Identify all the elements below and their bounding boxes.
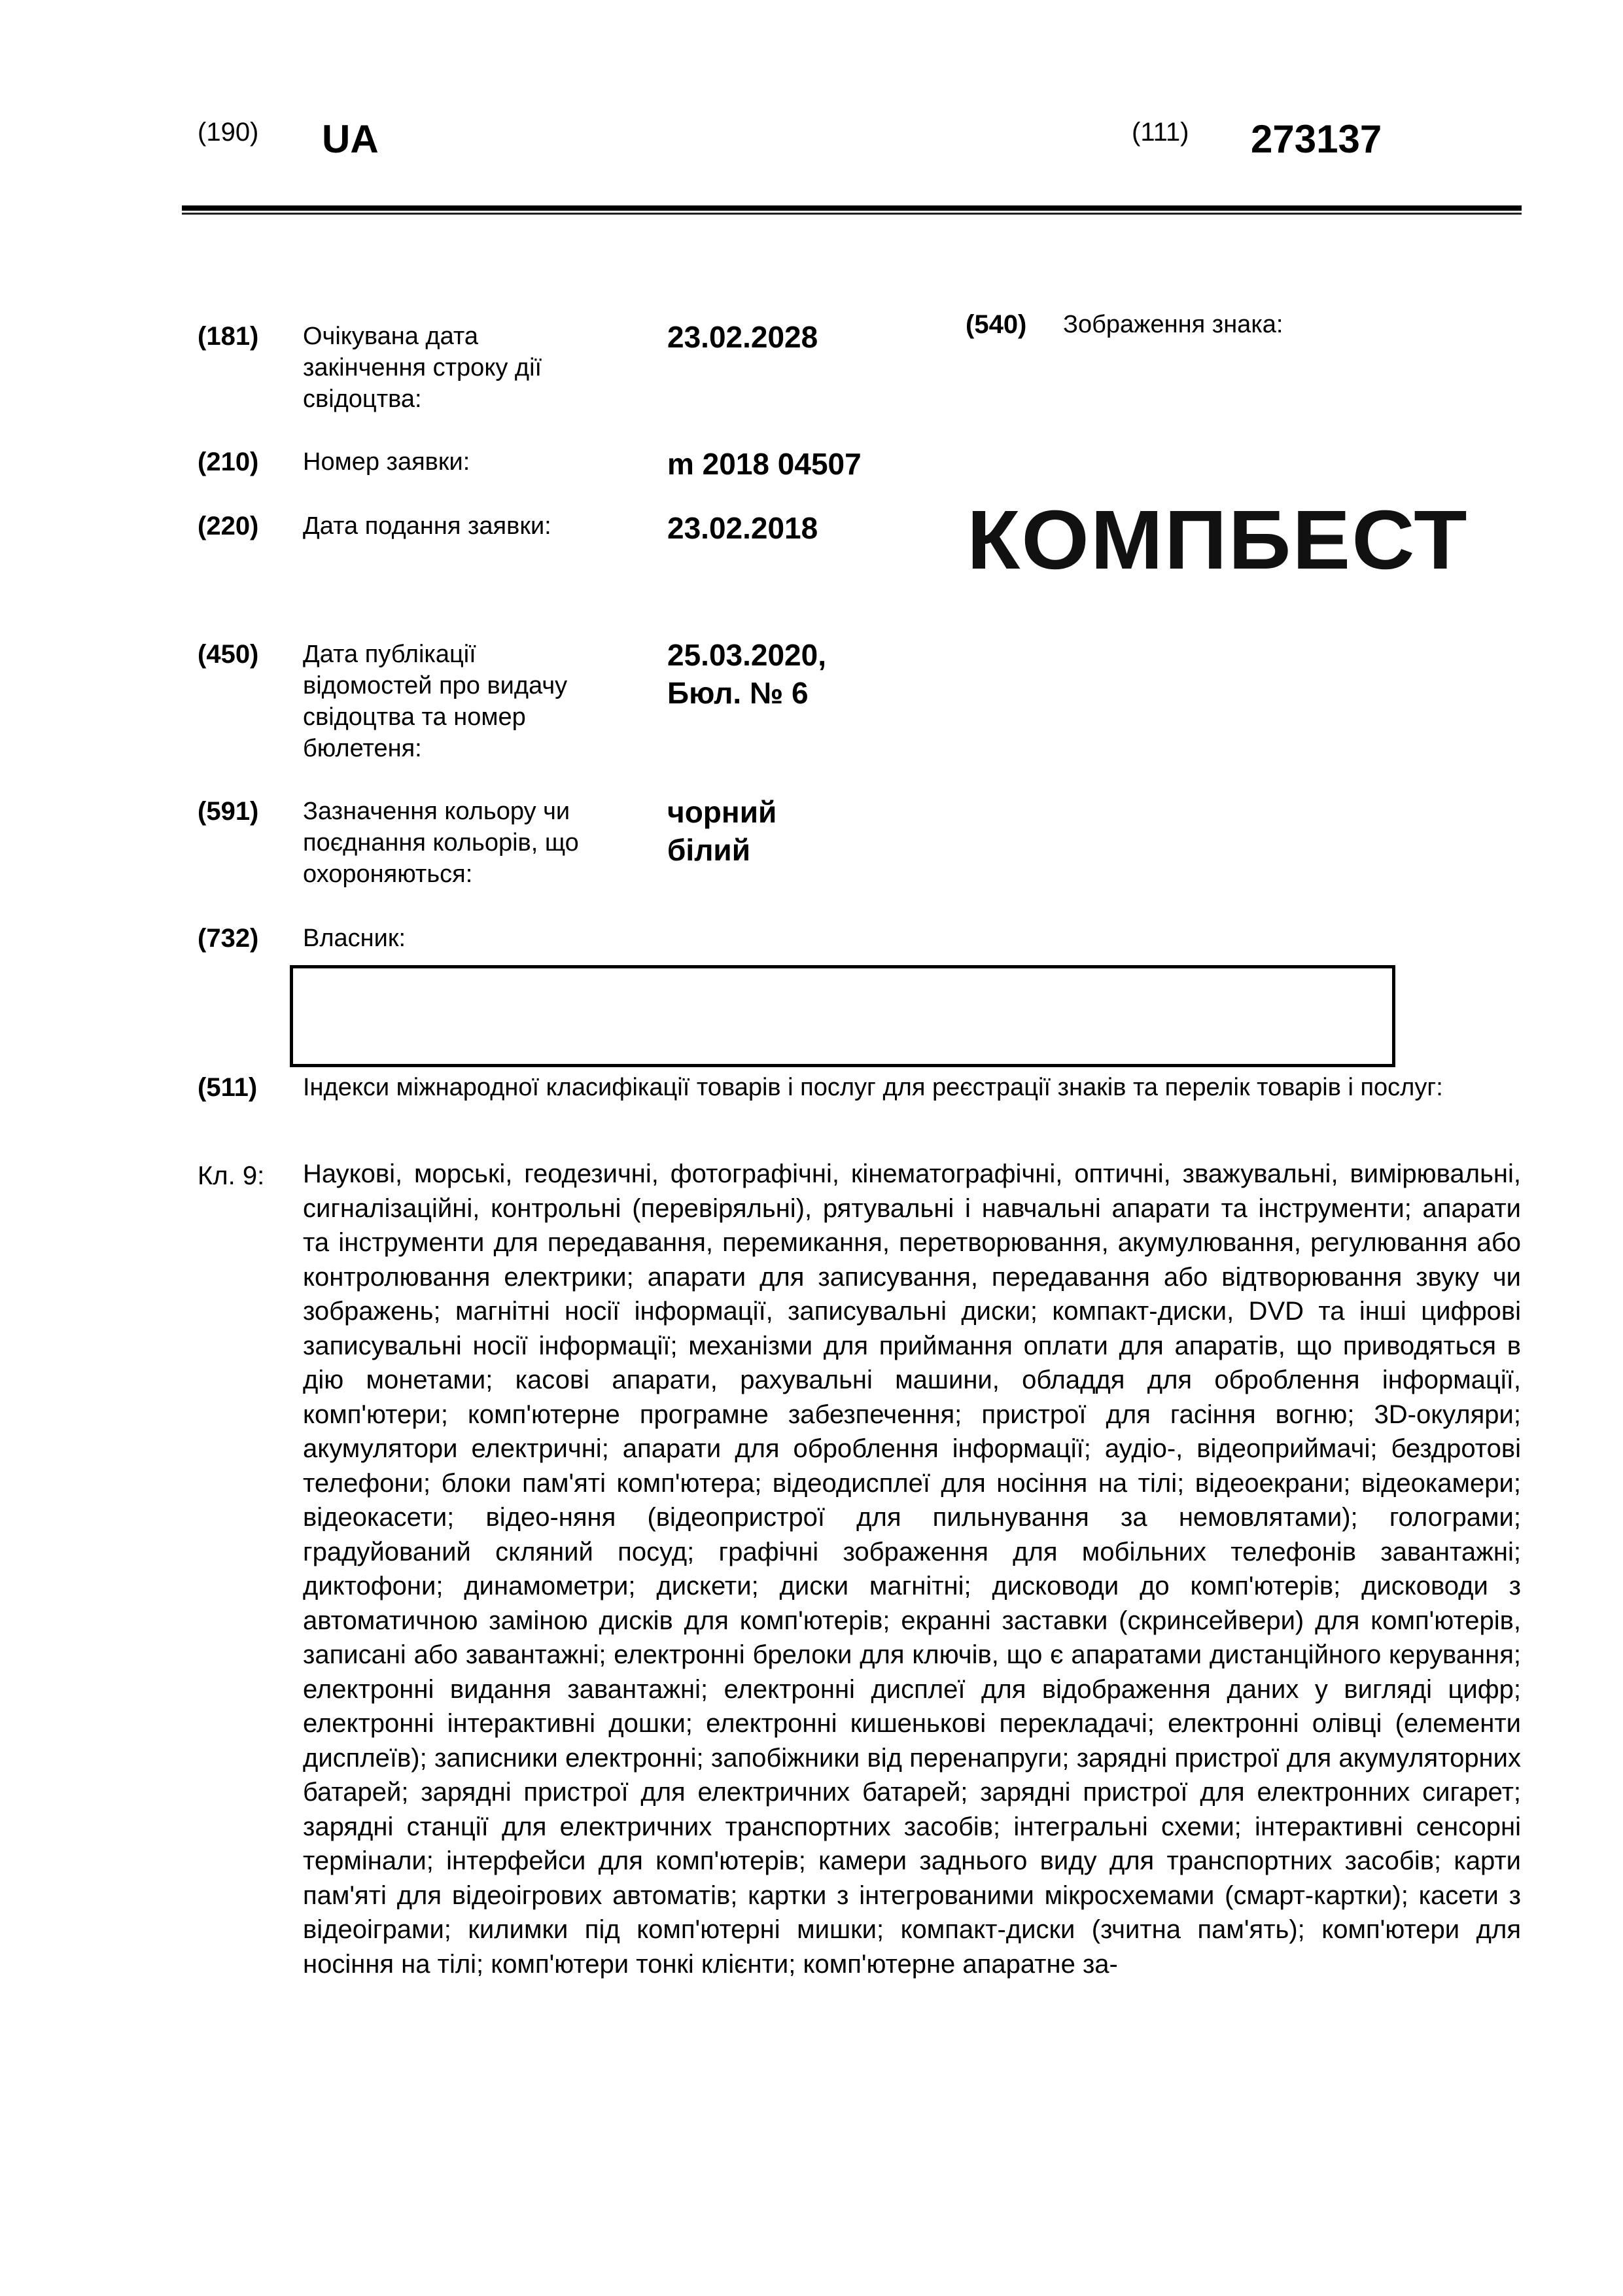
field-540-label: Зображення знака: bbox=[1063, 311, 1283, 338]
field-450-value-bulletin: Бюл. № 6 bbox=[667, 676, 809, 710]
field-181-code: (181) bbox=[198, 322, 259, 351]
field-210-value: m 2018 04507 bbox=[667, 447, 862, 481]
field-450-code: (450) bbox=[198, 640, 259, 669]
field-220-code: (220) bbox=[198, 512, 259, 540]
registration-number: 273137 bbox=[1251, 117, 1382, 161]
field-210-label: Номер заявки: bbox=[303, 448, 470, 476]
field-181-value: 23.02.2028 bbox=[667, 320, 818, 354]
field-450-value-date: 25.03.2020, bbox=[667, 638, 827, 672]
field-511-code: (511) bbox=[198, 1073, 258, 1102]
field-220-value: 23.02.2018 bbox=[667, 511, 818, 545]
field-732-label: Власник: bbox=[303, 925, 406, 952]
owner-redacted-box bbox=[290, 965, 1395, 1067]
field-591-color-1: чорний bbox=[667, 795, 777, 829]
country-code-label: (190) bbox=[198, 118, 259, 147]
field-732-code: (732) bbox=[198, 924, 259, 953]
field-540-code: (540) bbox=[966, 310, 1027, 339]
field-210-code: (210) bbox=[198, 448, 259, 476]
field-591-color-2: білий bbox=[667, 833, 750, 867]
goods-class-label: Кл. 9: bbox=[198, 1161, 265, 1190]
field-591-label: Зазначення кольору чи поєднання кольорів, що охороняються: bbox=[303, 798, 579, 888]
field-181-label: Очікувана дата закінчення строку дії свідоцтва: bbox=[303, 323, 542, 413]
field-220-label: Дата подання заявки: bbox=[303, 512, 551, 540]
number-code-label: (111) bbox=[1132, 118, 1189, 147]
header-rule-thick bbox=[182, 205, 1522, 211]
country-code: UA bbox=[322, 117, 379, 161]
field-450-label: Дата публікації відомостей про видачу свідоцтва та номер бюлетеня: bbox=[303, 641, 568, 762]
goods-list-text: Наукові, морські, геодезичні, фотографічні, кінематографічні, оптичні, зважувальні, вимірювальні, сигналізаційні, контрольні (перевіряльні), рятувальні і навчальні апарати та інструменти; апарати та інструменти для передавання, перемикання, перетворювання, акумулювання, регулювання або контролювання електрики; апарати для записування, передавання або відтворювання звуку чи зображень; магнітні носії інформації, записувальні диски; компакт-диски, DVD та інші цифрові записувальні носії інформації; механізми для приймання оплати для апаратів, що приводяться в дію монетами; касові апарати, рахувальні машини, обладдя для оброблення інформації, комп'ютери; комп'ютерне програмне забезпечення; пристрої для гасіння вогню; 3D-окуляри; акумулятори електричні; апарати для оброблення інформації; аудіо-, відеоприймачі; бездротові телефони; блоки пам'яті комп'ютера; відеодисплеї для носіння на тілі; відеоекрани; відеокамери; відеокасети; відео-няня (відеопристрої для пильнування за немовлятами); голограми; градуйований скляний посуд; графічні зображення для мобільних телефонів завантажні; диктофони; динамометри; дискети; диски магнітні; дисководи до комп'ютерів; дисководи з автоматичною заміною дисків для комп'ютерів; екранні заставки (скринсейвери) для комп'ютерів, записані або завантажні; електронні брелоки для ключів, що є апаратами дистанційного керування; електронні видання завантажні; електронні дисплеї для відображення даних у вигляді цифр; електронні інтерактивні дошки; електронні кишенькові перекладачі; електронні олівці (елементи дисплеїв); записники електронні; запобіжники від перенапруги; зарядні пристрої для акумуляторних батарей; зарядні пристрої для електричних батарей; зарядні пристрої для електронних сигарет; зарядні станції для електричних транспортних засобів; інтегральні схеми; інтерактивні сенсорні термінали; інтерфейси для комп'ютерів; камери заднього виду для транспортних засобів; карти пам'яті для відеоігрових автоматів; картки з інтегрованими мікросхемами (смарт-картки); касети з відеоіграми; килимки під комп'ютерні мишки; компакт-диски (зчитна пам'ять); комп'ютери для носіння на тілі; комп'ютери тонкі клієнти; комп'ютерне апаратне за- bbox=[303, 1159, 1521, 1979]
field-591-code: (591) bbox=[198, 797, 259, 826]
trademark-image: КОМПБЕСТ bbox=[967, 493, 1469, 587]
header-rule-thin bbox=[182, 213, 1522, 215]
field-511-label: Індекси міжнародної класифікації товарів і послуг для реєстрації знаків та перелік товарів і послуг: bbox=[303, 1074, 1443, 1101]
